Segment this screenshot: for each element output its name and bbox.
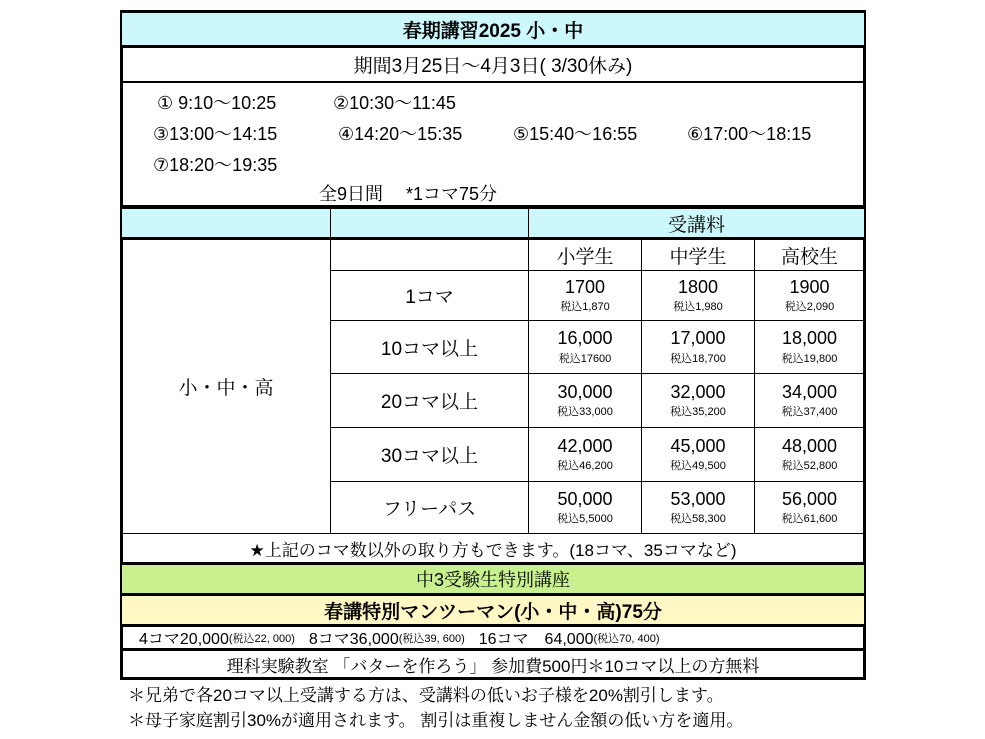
mantoman-price: 16コマ 64,000 [478,631,594,648]
time-slot: ③13:00～14:15 [153,124,278,144]
time-slot: ① 9:10～10:25 [157,93,277,113]
row-label: 1コマ [330,270,529,321]
price-cell [528,270,642,321]
price: 42,000 [557,435,613,456]
fee-header: 受講料 [528,208,865,238]
tax-included-price: 税込1,870 [560,301,610,314]
price-cell [528,481,642,534]
tax-included-price: 税込33,000 [557,406,613,419]
price-cell [641,373,755,428]
time-slot: ⑥17:00～18:15 [687,124,812,144]
price-cell [528,373,642,428]
price: 56,000 [781,488,838,509]
tax-included-price: 税込37,400 [781,406,838,419]
price-cell [528,427,642,482]
mantoman-tax: (税込70, 400) [593,632,660,645]
label-blank [330,237,529,271]
discount-note: ＊母子家庭割引30%が適用されます。 割引は重複しません金額の低い方を適用。 [128,711,744,730]
row-label: 30コマ以上 [330,427,529,482]
tax-included-price: 税込19,800 [781,352,838,365]
tax-included-price: 税込49,500 [670,460,726,473]
summary: 全9日間 *1コマ75分 [319,184,498,204]
star-note: ★上記のコマ数以外の取り方もできます。(18コマ、35コマなど) [121,533,865,564]
tax-included-price: 税込17600 [558,352,612,365]
price: 1800 [677,276,719,297]
tax-included-price: 税込46,200 [557,460,613,473]
tax-included-price: 税込2,090 [784,301,835,314]
price: 45,000 [670,435,726,456]
row-label: 20コマ以上 [330,373,529,428]
price-cell [528,320,642,374]
price-cell [641,320,755,374]
price: 34,000 [781,381,838,402]
price: 32,000 [670,381,726,402]
tax-included-price: 税込52,800 [781,460,838,473]
time-slot: ④14:20～15:35 [338,124,463,144]
price-cell [754,427,865,482]
price: 1700 [564,276,606,297]
grade-high-school: 高校生 [754,237,865,271]
price-cell [641,270,755,321]
price: 53,000 [670,488,726,509]
mantoman-title: 春講特別マンツーマン(小・中・高)75分 [121,595,865,627]
price-cell [754,373,865,428]
tax-included-price: 税込35,200 [670,406,726,419]
time-slot: ②10:30～11:45 [333,93,456,113]
mantoman-price: 8コマ36,000 [308,631,399,648]
tax-included-price: 税込5,5000 [557,513,613,526]
price: 1900 [789,276,830,297]
price-cell [641,481,755,534]
price: 17,000 [670,328,726,349]
tax-included-price: 税込18,700 [670,352,726,365]
tax-included-price: 税込61,600 [781,513,838,526]
mantoman-prices [121,627,865,651]
mantoman-tax: (税込39, 600) [398,632,465,645]
mantoman-price: 4コマ20,000 [139,631,229,648]
header-blank [121,208,331,238]
period: 期間3月25日～4月3日( 3/30休み) [121,47,865,83]
time-slot: ⑤15:40～16:55 [513,124,638,144]
price-cell [641,427,755,482]
page-title: 春期講習2025 小・中 [121,12,865,47]
special-header: 中3受験生特別講座 [121,564,865,595]
time-slot: ⑦18:20～19:35 [153,155,278,175]
price-cell [754,481,865,534]
mantoman-tax: (税込22, 000) [228,632,295,645]
discount-note: ＊兄弟で各20コマ以上受講する方は、受講料の低いお子様を20%割引します。 [128,686,724,705]
price: 18,000 [781,328,838,349]
group-label: 小・中・高 [121,237,331,534]
price: 30,000 [557,381,613,402]
price: 48,000 [781,435,838,456]
price: 16,000 [557,328,613,349]
price: 50,000 [557,488,613,509]
tax-included-price: 税込58,300 [670,513,726,526]
header-blank [330,208,529,238]
row-label: フリーパス [330,481,529,534]
time-slots [121,83,865,208]
row-label: 10コマ以上 [330,320,529,374]
grade-junior-high: 中学生 [641,237,755,271]
grade-elementary: 小学生 [528,237,642,271]
tax-included-price: 税込1,980 [673,301,723,314]
price-cell [754,320,865,374]
price-cell [754,270,865,321]
experiment-note: 理科実験教室 「バターを作ろう」 参加費500円＊10コマ以上の方無料 [226,657,760,676]
